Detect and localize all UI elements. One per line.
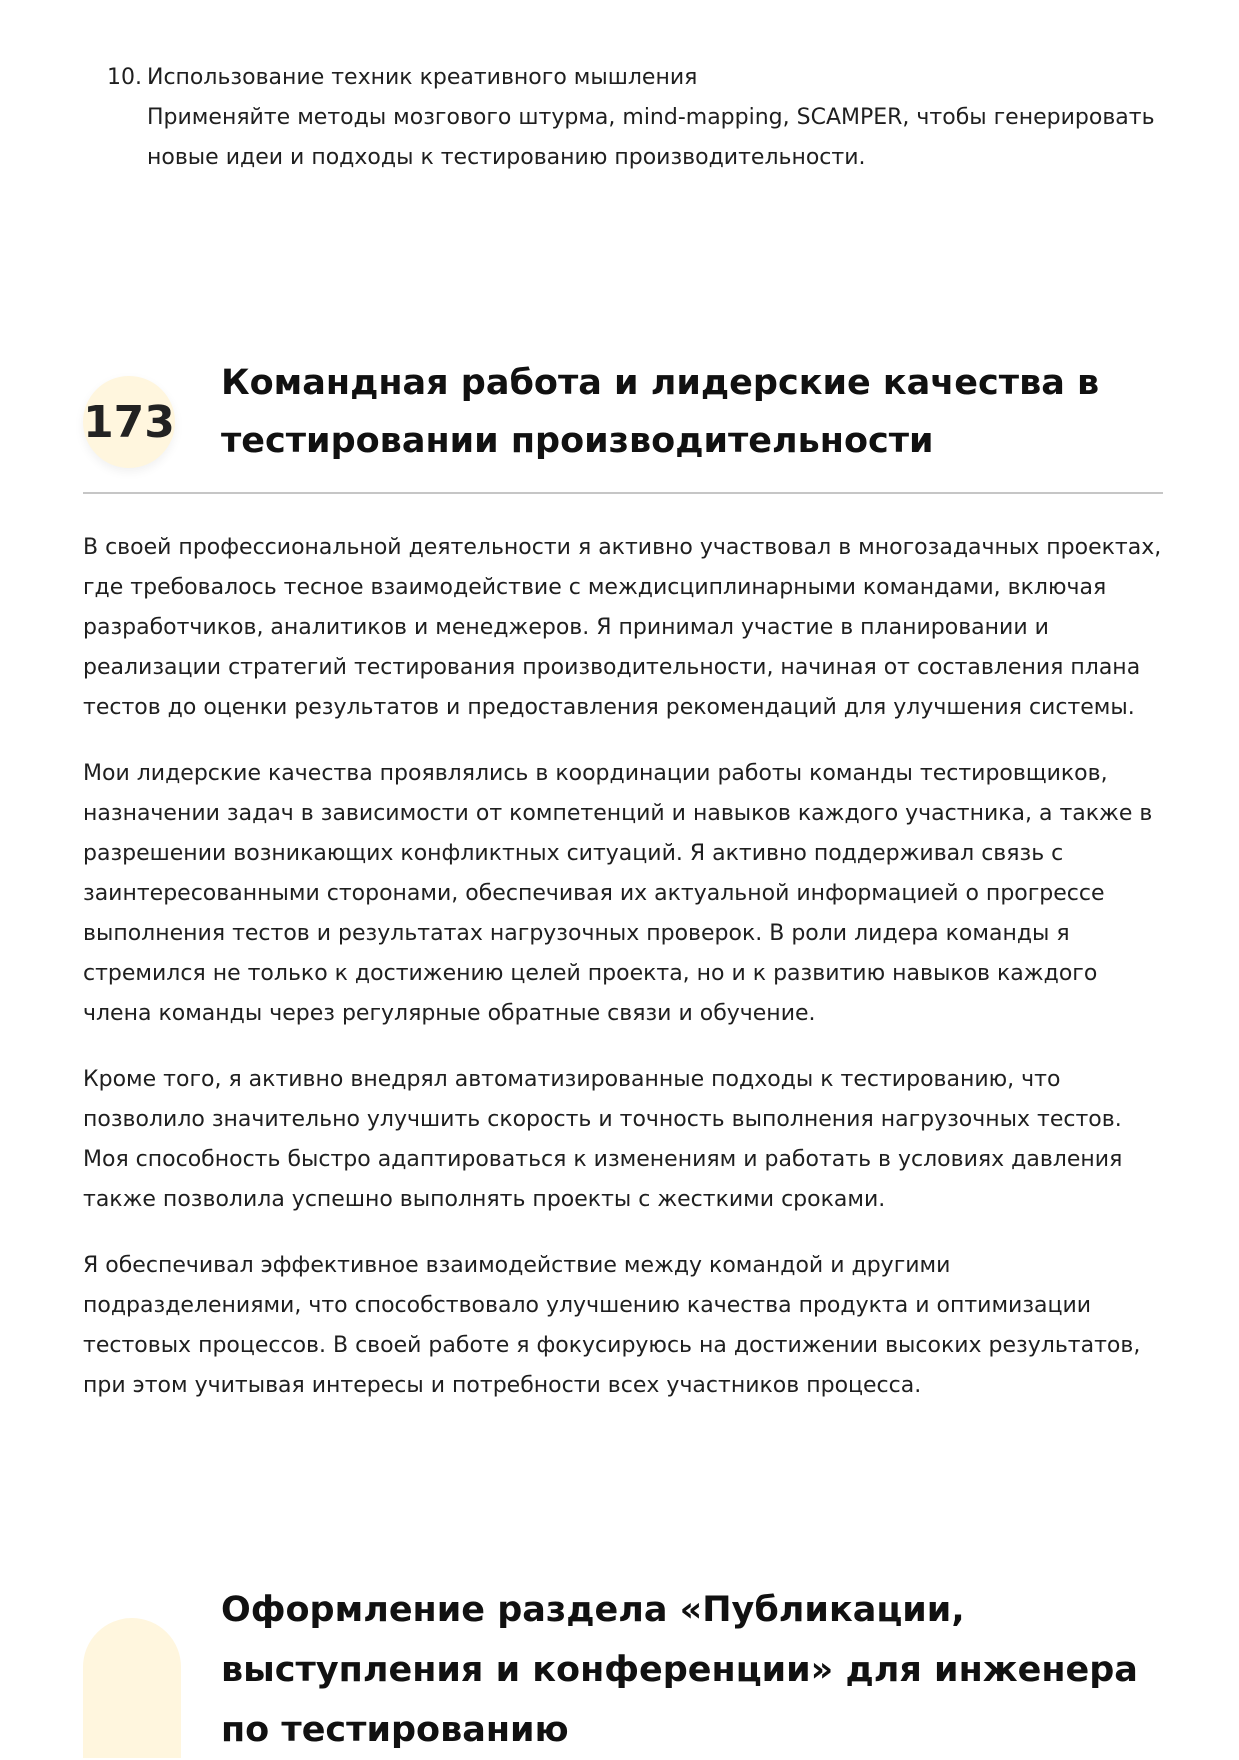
list-item-10 — [107, 58, 1187, 178]
paragraph: Я обеспечивал эффективное взаимодействие между командой и другими подразделениями, что способствовало улучшению качества продукта и оптимизации тестовых процессов. В своей работе я фокусируюсь на достижении высоких результатов, при этом учитывая интересы и потребности всех участников процесса. — [83, 1253, 1141, 1398]
section-title: Командная работа и лидерские качества в тестировании производительности — [221, 363, 1100, 461]
section-173 — [83, 363, 1163, 1432]
section-header — [83, 363, 1163, 494]
section-number-badge: 173 — [83, 376, 175, 468]
list-item-description: Применяйте методы мозгового штурма, mind-mapping, SCAMPER, чтобы генерировать новые идеи и подходы к тестированию производительности. — [147, 105, 1155, 170]
paragraph: Кроме того, я активно внедрял автоматизированные подходы к тестированию, что позволило значительно улучшить скорость и точность выполнения нагрузочных тестов. Моя способность быстро адаптироваться к изменениям и работать в условиях давления также позволила успешно выполнять проекты с жесткими сроками. — [83, 1067, 1123, 1212]
section-body — [83, 528, 1163, 1406]
next-section — [83, 1580, 1163, 1750]
paragraph: В своей профессиональной деятельности я активно участвовал в многозадачных проектах, где требовалось тесное взаимодействие с междисциплинарными командами, включая разработчиков, аналитиков и менеджеров. Я принимал участие в планировании и реализации стратегий тестирования производительности, начиная от составления плана тестов до оценки результатов и предоставления рекомендаций для улучшения системы. — [83, 535, 1162, 720]
list-item-number: 10. — [107, 65, 142, 90]
next-section-badge — [83, 1618, 181, 1758]
next-section-title: Оформление раздела «Публикации, выступления и конференции» для инженера по тестированию — [221, 1590, 1138, 1750]
list-item-title: Использование техник креативного мышления — [147, 65, 698, 90]
paragraph: Мои лидерские качества проявлялись в координации работы команды тестировщиков, назначении задач в зависимости от компетенций и навыков каждого участника, а также в разрешении возникающих конфликтных ситуаций. Я активно поддерживал связь с заинтересованными сторонами, обеспечивая их актуальной информацией о прогрессе выполнения тестов и результатах нагрузочных проверок. В роли лидера команды я стремился не только к достижению целей проекта, но и к развитию навыков каждого члена команды через регулярные обратные связи и обучение. — [83, 761, 1153, 1026]
